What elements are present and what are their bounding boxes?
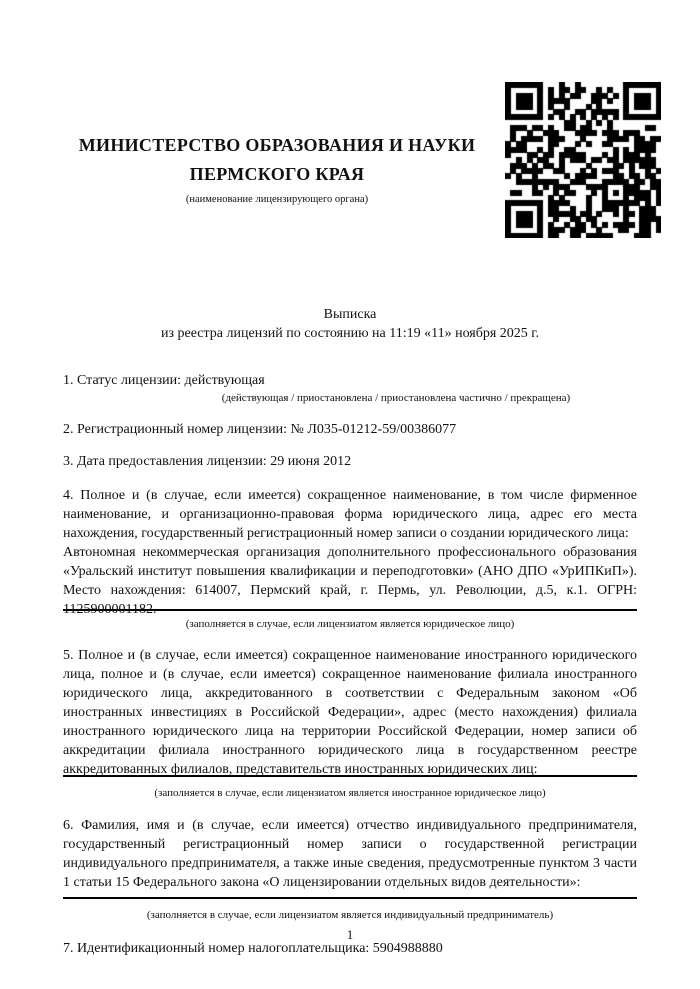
section-grant-date [63, 452, 637, 471]
entrepreneur-caption: (заполняется в случае, если лицензиатом является индивидуальный предприниматель) [146, 909, 554, 921]
section-registration-number [63, 420, 637, 439]
document-title [63, 305, 637, 343]
document-body [63, 305, 637, 958]
section-license-status [63, 371, 637, 407]
entrepreneur-label: 6. Фамилия, имя и (в случае, если имеется) отчество индивидуального предпринимателя, государственный регистрационный номер записи о государственной регистрации индивидуального предпринимателя, а также иные сведения, предусмотренные пунктом 3 части 1 статьи 15 Федерального закона «О лицензировании отдельных видов деятельности»: [63, 818, 637, 890]
licensing-authority-header [63, 131, 491, 207]
license-status-caption: (действующая / приостановлена / приостановлена частично / прекращена) [221, 392, 571, 404]
grant-date-text: 3. Дата предоставления лицензии: 29 июня 2012 [63, 454, 352, 469]
entrepreneur-rule [63, 897, 637, 899]
legal-entity-value: Автономная некоммерческая организация дополнительного профессионального образования «Уральский институт повышения квалификации и переподготовки» (АНО ДПО «УрИПКиП»). Место нахождения: 614007, Пермский край, г. Пермь, ул. Революции, д.5, к.1. ОГРН: 1125900001182. [63, 545, 637, 617]
legal-entity-label: 4. Полное и (в случае, если имеется) сокращенное наименование, в том числе фирменное наименование, и организационно-правовая форма юридического лица, адрес его места нахождения, государственный регистрационный номер записи о создании юридического лица: [63, 488, 637, 541]
legal-entity-caption: (заполняется в случае, если лицензиатом является юридическое лицо) [185, 618, 515, 630]
license-status-text: 1. Статус лицензии: действующая [63, 373, 265, 388]
section-entrepreneur [63, 816, 637, 924]
foreign-entity-label: 5. Полное и (в случае, если имеется) сокращенное наименование иностранного юридического лица, полное и (в случае, если имеется) сокращенное наименование филиала иностранного юридического лица, аккредитованного в соответствии с Федеральным законом «Об иностранных инвестициях в Российской Федерации», адрес (место нахождения) филиала иностранного юридического лица на территории Российской Федерации, номер записи об аккредитации филиала иностранного юридического лица в государственном реестре аккредитованных филиалов, представительств иностранных юридических лиц: [63, 648, 637, 777]
document-title-line1: Выписка [323, 307, 377, 322]
qr-code-icon [505, 82, 661, 238]
taxpayer-id-text: 7. Идентификационный номер налогоплательщика: 5904988880 [63, 941, 443, 956]
document-title-line2: из реестра лицензий по состоянию на 11:19 «11» ноября 2025 г. [161, 326, 539, 341]
page-number: 1 [346, 927, 354, 942]
ministry-name-line2: ПЕРМСКОГО КРАЯ [189, 164, 365, 184]
registration-number-text: 2. Регистрационный номер лицензии: № Л035-01212-59/00386077 [63, 422, 457, 437]
section-legal-entity [63, 486, 637, 633]
ministry-caption: (наименование лицензирующего органа) [185, 194, 369, 205]
foreign-entity-caption: (заполняется в случае, если лицензиатом является иностранное юридическое лицо) [154, 787, 546, 799]
section-foreign-entity [63, 646, 637, 802]
ministry-name-line1: МИНИСТЕРСТВО ОБРАЗОВАНИЯ И НАУКИ [78, 135, 476, 155]
